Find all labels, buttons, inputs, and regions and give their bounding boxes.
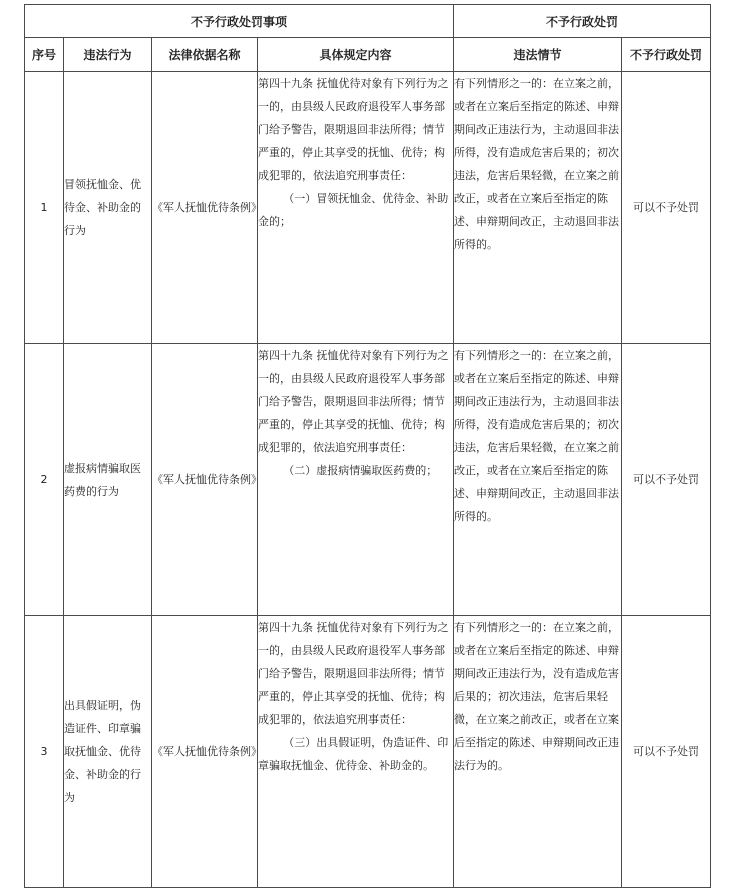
row-law: 《军人抚恤优待条例》 <box>152 72 258 344</box>
col-header-act: 违法行为 <box>64 38 152 72</box>
table-row <box>25 72 711 344</box>
col-header-result: 不予行政处罚 <box>622 38 711 72</box>
group-header-no-penalty: 不予行政处罚 <box>454 5 711 38</box>
row-act: 虚报病情骗取医药费的行为 <box>64 344 152 616</box>
row-circumstance: 有下列情形之一的：在立案之前，或者在立案后至指定的陈述、申辩期间改正违法行为，主动退回非法所得，没有造成危害后果的；初次违法，危害后果轻微，在立案之前改正，或者在立案后至指定的陈述、申辩期间改正，主动退回非法所得的。 <box>454 72 622 344</box>
row-result: 可以不予处罚 <box>622 72 711 344</box>
content-item: （一）冒领抚恤金、优待金、补助金的； <box>258 192 449 228</box>
table-row <box>25 616 711 888</box>
row-content <box>258 616 454 888</box>
row-content <box>258 344 454 616</box>
col-header-law: 法律依据名称 <box>152 38 258 72</box>
group-header-items: 不予行政处罚事项 <box>25 5 454 38</box>
content-item: （二）虚报病情骗取医药费的； <box>283 464 438 477</box>
row-result: 可以不予处罚 <box>622 344 711 616</box>
row-circumstance: 有下列情形之一的：在立案之前，或者在立案后至指定的陈述、申辩期间改正违法行为，没有造成危害后果的；初次违法，危害后果轻微，在立案之前改正，或者在立案后至指定的陈述、申辩期间改正违法行为的。 <box>454 616 622 888</box>
row-result: 可以不予处罚 <box>622 616 711 888</box>
row-content <box>258 72 454 344</box>
row-law: 《军人抚恤优待条例》 <box>152 616 258 888</box>
penalty-table <box>24 4 711 888</box>
group-header-row <box>25 5 711 38</box>
row-law: 《军人抚恤优待条例》 <box>152 344 258 616</box>
row-index: 2 <box>25 344 64 616</box>
content-item: （三）出具假证明，伪造证件、印章骗取抚恤金、优待金、补助金的。 <box>258 736 449 772</box>
col-header-index: 序号 <box>25 38 64 72</box>
row-index: 3 <box>25 616 64 888</box>
content-main: 第四十九条 抚恤优待对象有下列行为之一的，由县级人民政府退役军人事务部门给予警告，限期退回非法所得；情节严重的，停止其享受的抚恤、优待；构成犯罪的，依法追究刑事责任： <box>258 77 449 182</box>
content-main: 第四十九条 抚恤优待对象有下列行为之一的，由县级人民政府退役军人事务部门给予警告，限期退回非法所得；情节严重的，停止其享受的抚恤、优待；构成犯罪的，依法追究刑事责任： <box>258 349 449 454</box>
table-row <box>25 344 711 616</box>
row-index: 1 <box>25 72 64 344</box>
column-header-row <box>25 38 711 72</box>
col-header-content: 具体规定内容 <box>258 38 454 72</box>
row-circumstance: 有下列情形之一的：在立案之前，或者在立案后至指定的陈述、申辩期间改正违法行为，主动退回非法所得，没有造成危害后果的；初次违法，危害后果轻微，在立案之前改正，或者在立案后至指定的陈述、申辩期间改正，主动退回非法所得的。 <box>454 344 622 616</box>
row-act: 出具假证明，伪造证件、印章骗取抚恤金、优待金、补助金的行为 <box>64 616 152 888</box>
col-header-circumstance: 违法情节 <box>454 38 622 72</box>
content-main: 第四十九条 抚恤优待对象有下列行为之一的，由县级人民政府退役军人事务部门给予警告，限期退回非法所得；情节严重的，停止其享受的抚恤、优待；构成犯罪的，依法追究刑事责任： <box>258 621 449 726</box>
row-act: 冒领抚恤金、优待金、补助金的行为 <box>64 72 152 344</box>
